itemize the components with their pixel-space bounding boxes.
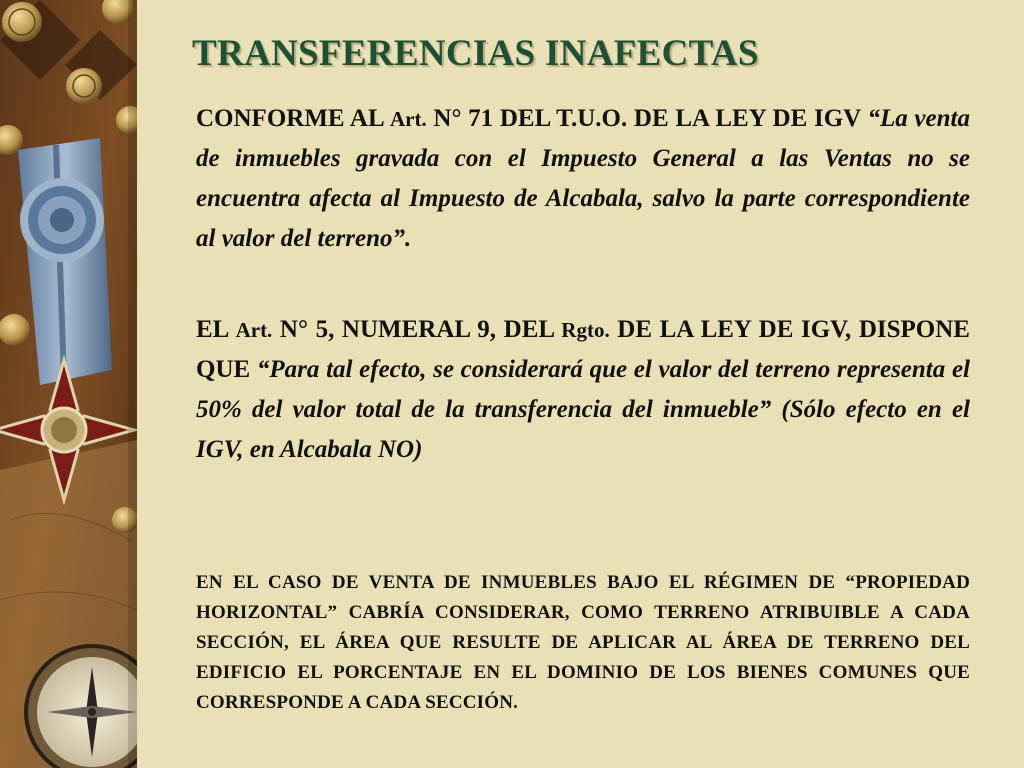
- slide-title: TRANSFERENCIAS INAFECTAS: [192, 33, 759, 74]
- paragraph-1-lead-art: Art.: [389, 107, 427, 131]
- paragraph-1-quote: “La venta de inmuebles gravada con el Impuesto General a las Ventas no se encuentra afecta al Impuesto de Alcabala, salvo la parte correspondiente al valor del terreno”.: [196, 105, 970, 252]
- paragraph-2-lead-a: EL: [196, 316, 236, 343]
- paragraph-art-71: [196, 99, 970, 259]
- paragraph-1-lead-b: N° 71 DEL T.U.O. DE LA LEY DE IGV: [426, 105, 868, 132]
- paragraph-2-quote: “Para tal efecto, se considerará que el valor del terreno representa el 50% del valor total de la transferencia del inmueble” (Sólo efecto en el IGV, en Alcabala NO): [196, 356, 970, 463]
- medal-compass-illustration: [0, 0, 137, 768]
- paragraph-1-lead-a: CONFORME AL: [196, 105, 390, 132]
- paragraph-art-5: [196, 310, 970, 470]
- paragraph-2-lead-art: Art.: [235, 318, 273, 342]
- paragraph-2-lead-c: DE LA LEY DE IGV, DISPONE QUE: [196, 316, 970, 383]
- paragraph-2-lead-rgto: Rgto.: [561, 318, 610, 342]
- paragraph-propiedad-horizontal: EN EL CASO DE VENTA DE INMUEBLES BAJO EL RÉGIMEN DE “PROPIEDAD HORIZONTAL” CABRÍA CONSIDERAR, COMO TERRENO ATRIBUIBLE A CADA SECCIÓN, EL ÁREA QUE RESULTE DE APLICAR AL ÁREA DE TERRENO DEL EDIFICIO EL PORCENTAJE EN EL DOMINIO DE LOS BIENES COMUNES QUE CORRESPONDE A CADA SECCIÓN.: [196, 572, 970, 713]
- paragraph-2-lead-b: N° 5, NUMERAL 9, DEL: [272, 316, 562, 343]
- decorative-side-image: [0, 0, 137, 768]
